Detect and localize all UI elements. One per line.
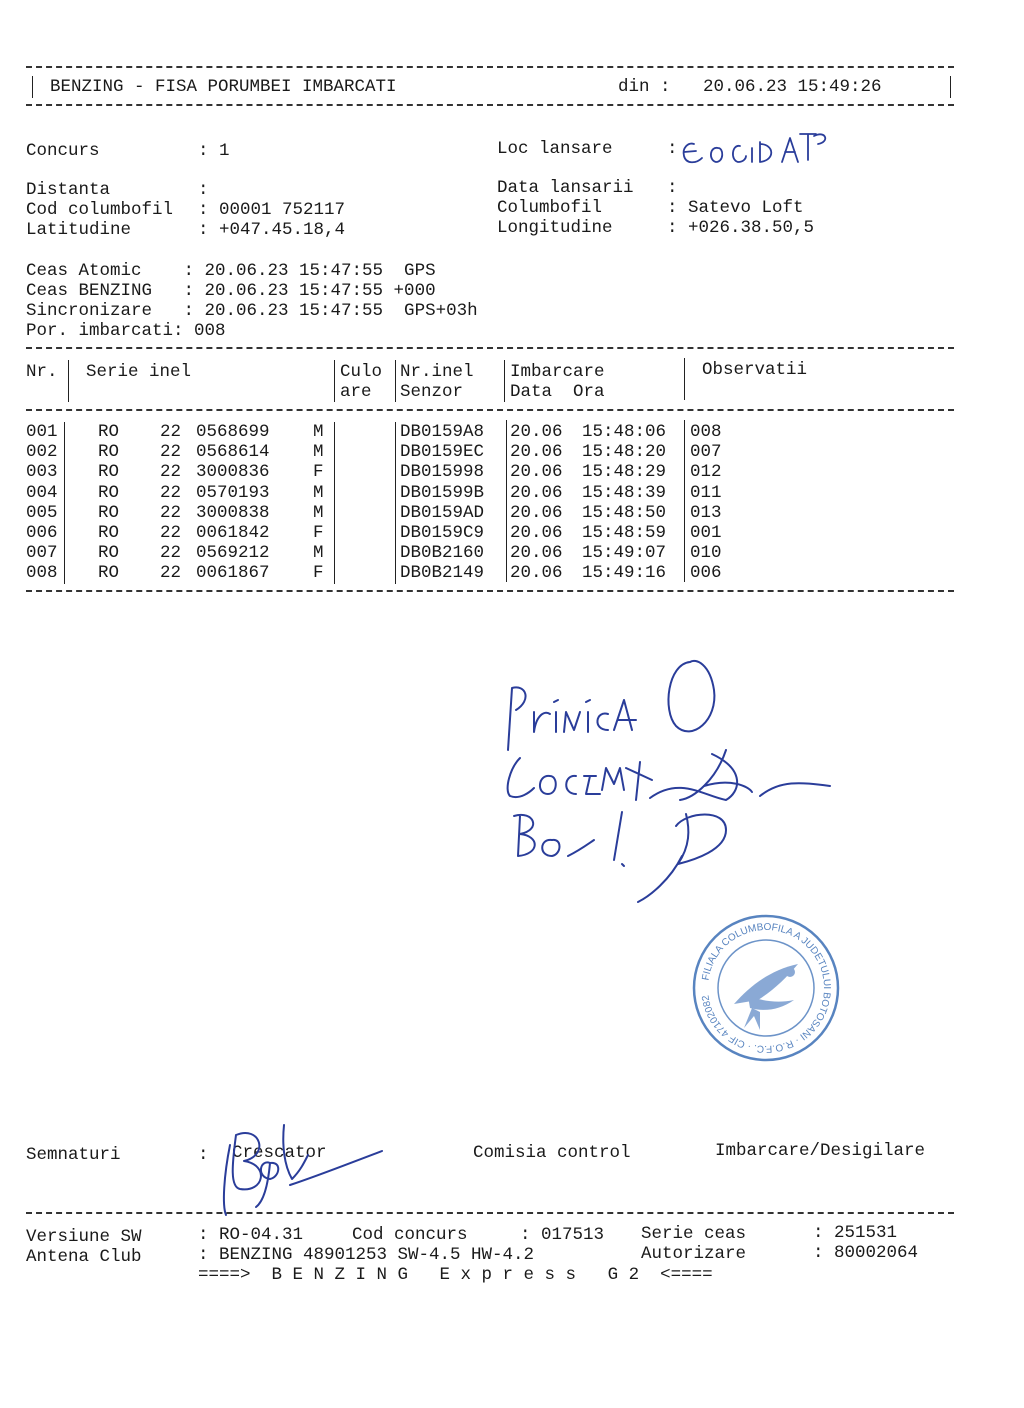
cell-year: 22 <box>160 523 182 543</box>
cell-time: 15:48:39 <box>582 482 667 503</box>
header-top-divider <box>26 66 954 68</box>
body-sep-4 <box>506 420 507 582</box>
cell-date: 20.06 <box>510 563 563 584</box>
col-header-nr-inel-2: Senzor <box>400 382 464 402</box>
col-header-culoare-1: Culo <box>340 362 383 382</box>
official-stamp <box>690 912 842 1064</box>
body-sep-3 <box>395 422 396 584</box>
cell-ring: 0570193 <box>196 482 270 503</box>
concurs-label: Concurs <box>26 141 100 161</box>
body-sep-2 <box>334 422 335 584</box>
signatures-label: Semnaturi <box>26 1145 121 1165</box>
columbofil-label: Columbofil <box>497 198 603 218</box>
cell-nr: 005 <box>26 502 58 523</box>
handwritten-note <box>490 650 840 910</box>
cell-country: RO <box>98 563 120 584</box>
table-row <box>0 462 1024 482</box>
ceas-atomic: Ceas Atomic : 20.06.23 15:47:55 GPS <box>26 261 436 281</box>
cell-nr: 007 <box>26 543 58 564</box>
cell-nr: 006 <box>26 523 58 543</box>
cod-columbofil-value: : 00001 752117 <box>198 200 346 220</box>
por-imbarcati: Por. imbarcati: 008 <box>26 321 226 341</box>
latitudine-value: : +047.45.18,4 <box>198 220 346 240</box>
cell-sensor: DB015998 <box>400 462 485 483</box>
crescator-signature <box>200 1115 390 1225</box>
cell-country: RO <box>98 462 120 483</box>
table-row <box>0 503 1024 523</box>
table-row <box>0 422 1024 442</box>
cell-country: RO <box>98 442 120 463</box>
cell-year: 22 <box>160 543 182 564</box>
table-row <box>0 523 1024 543</box>
loc-lansare-handwritten <box>678 124 828 170</box>
concurs-value: : 1 <box>198 141 230 161</box>
header-left-border <box>32 76 33 98</box>
cell-time: 15:48:50 <box>582 502 667 523</box>
cell-sensor: DB0159EC <box>400 442 485 463</box>
latitudine-label: Latitudine <box>26 220 132 240</box>
cell-date: 20.06 <box>510 543 563 564</box>
cell-obs: 008 <box>690 422 722 442</box>
cell-sex: M <box>313 422 324 442</box>
autorizare-label: Autorizare <box>641 1244 747 1264</box>
sincronizare: Sincronizare : 20.06.23 15:47:55 GPS+03h <box>26 301 478 321</box>
cell-time: 15:48:20 <box>582 442 667 463</box>
col-header-observatii: Observatii <box>702 360 808 380</box>
cell-obs: 007 <box>690 442 722 463</box>
cell-obs: 011 <box>690 482 722 503</box>
loc-lansare-sep: : <box>667 139 678 159</box>
antena-value: : BENZING 48901253 SW-4.5 HW-4.2 <box>198 1245 535 1265</box>
autorizare-value: : 80002064 <box>813 1243 919 1263</box>
ceas-benzing: Ceas BENZING : 20.06.23 15:47:55 +000 <box>26 281 436 301</box>
cell-sex: M <box>313 502 324 523</box>
cell-country: RO <box>98 482 120 503</box>
serie-ceas-label: Serie ceas <box>641 1224 747 1244</box>
table-row <box>0 543 1024 563</box>
header-sep-2 <box>334 360 335 402</box>
cell-country: RO <box>98 502 120 523</box>
cell-sex: F <box>313 563 324 584</box>
cell-nr: 002 <box>26 442 58 463</box>
din-value: 20.06.23 15:49:26 <box>703 77 882 97</box>
cell-nr: 004 <box>26 482 58 503</box>
cell-year: 22 <box>160 462 182 483</box>
table-header-divider <box>26 409 954 411</box>
cell-year: 22 <box>160 422 182 442</box>
cell-obs: 006 <box>690 563 722 584</box>
document-title: BENZING - FISA PORUMBEI IMBARCATI <box>50 77 397 97</box>
footer-top-divider <box>26 1212 954 1214</box>
cell-ring: 3000836 <box>196 462 270 483</box>
data-lansarii-label: Data lansarii <box>497 178 634 198</box>
cell-ring: 0568699 <box>196 422 270 442</box>
cell-time: 15:48:29 <box>582 462 667 483</box>
cell-time: 15:48:06 <box>582 422 667 442</box>
cell-obs: 010 <box>690 543 722 564</box>
cell-date: 20.06 <box>510 523 563 543</box>
distanta-value: : <box>198 180 209 200</box>
header-sep-3 <box>395 360 396 402</box>
distanta-label: Distanta <box>26 180 111 200</box>
express-banner: ====> B E N Z I N G E x p r e s s G 2 <==== <box>198 1265 713 1285</box>
col-header-culoare-2: are <box>340 382 372 402</box>
data-lansarii-value: : <box>667 178 678 198</box>
cell-sensor: DB01599B <box>400 482 485 503</box>
cell-sensor: DB0159A8 <box>400 422 485 442</box>
cell-sex: F <box>313 462 324 483</box>
cell-year: 22 <box>160 482 182 503</box>
table-top-divider <box>26 347 954 349</box>
imbarcare-desigilare-label: Imbarcare/Desigilare <box>715 1141 926 1161</box>
cell-obs: 012 <box>690 462 722 483</box>
cell-time: 15:49:16 <box>582 563 667 584</box>
header-sep-5 <box>684 358 685 400</box>
cell-ring: 0061842 <box>196 523 270 543</box>
cell-date: 20.06 <box>510 482 563 503</box>
table-row <box>0 563 1024 583</box>
header-bottom-divider <box>26 104 954 106</box>
cell-obs: 013 <box>690 502 722 523</box>
cell-ring: 0568614 <box>196 442 270 463</box>
cell-sex: M <box>313 543 324 564</box>
cod-concurs-label: Cod concurs <box>352 1225 468 1245</box>
cell-ring: 0569212 <box>196 543 270 564</box>
crescator-label: Crescator <box>232 1143 327 1163</box>
cell-country: RO <box>98 543 120 564</box>
table-bottom-divider <box>26 590 954 592</box>
col-header-serie-inel: Serie inel <box>86 362 192 382</box>
svg-text:FILIALA COLUMBOFILA A JUDETULU: FILIALA COLUMBOFILA A JUDETULUI BOTOSANI · R.O.F.C. · CIF 47102082 <box>700 921 833 1055</box>
cell-year: 22 <box>160 442 182 463</box>
comisia-control-label: Comisia control <box>473 1143 631 1163</box>
cell-sensor: DB0159AD <box>400 502 485 523</box>
col-header-nr-inel-1: Nr.inel <box>400 362 474 382</box>
cell-nr: 003 <box>26 462 58 483</box>
col-header-imbarcare-2: Data Ora <box>510 382 605 402</box>
cell-nr: 001 <box>26 422 58 442</box>
cell-sex: M <box>313 442 324 463</box>
body-sep-5 <box>684 420 685 582</box>
header-sep-1 <box>68 360 69 402</box>
antena-label: Antena Club <box>26 1247 142 1267</box>
cell-date: 20.06 <box>510 422 563 442</box>
cell-country: RO <box>98 523 120 543</box>
cell-nr: 008 <box>26 563 58 584</box>
din-label: din : <box>618 77 671 97</box>
cell-time: 15:48:59 <box>582 523 667 543</box>
table-row <box>0 483 1024 503</box>
cell-sensor: DB0159C9 <box>400 523 485 543</box>
cell-year: 22 <box>160 563 182 584</box>
versiune-label: Versiune SW <box>26 1227 142 1247</box>
signatures-sep: : <box>198 1145 209 1165</box>
columbofil-value: : Satevo Loft <box>667 198 804 218</box>
cod-concurs-value: : 017513 <box>520 1225 605 1245</box>
body-sep-1 <box>64 422 65 584</box>
cell-sex: M <box>313 482 324 503</box>
loc-lansare-label: Loc lansare <box>497 139 613 159</box>
col-header-nr: Nr. <box>26 362 58 382</box>
header-right-border <box>950 76 951 98</box>
cell-time: 15:49:07 <box>582 543 667 564</box>
cell-country: RO <box>98 422 120 442</box>
header-sep-4 <box>504 360 505 402</box>
col-header-imbarcare-1: Imbarcare <box>510 362 605 382</box>
cell-year: 22 <box>160 502 182 523</box>
cell-date: 20.06 <box>510 462 563 483</box>
cod-columbofil-label: Cod columbofil <box>26 200 174 220</box>
cell-sensor: DB0B2160 <box>400 543 485 564</box>
cell-obs: 001 <box>690 523 722 543</box>
longitudine-value: : +026.38.50,5 <box>667 218 815 238</box>
cell-date: 20.06 <box>510 502 563 523</box>
cell-ring: 3000838 <box>196 502 270 523</box>
cell-ring: 0061867 <box>196 563 270 584</box>
serie-ceas-value: : 251531 <box>813 1223 898 1243</box>
table-row <box>0 442 1024 462</box>
versiune-value: : RO-04.31 <box>198 1225 304 1245</box>
cell-sensor: DB0B2149 <box>400 563 485 584</box>
longitudine-label: Longitudine <box>497 218 613 238</box>
cell-sex: F <box>313 523 324 543</box>
cell-date: 20.06 <box>510 442 563 463</box>
